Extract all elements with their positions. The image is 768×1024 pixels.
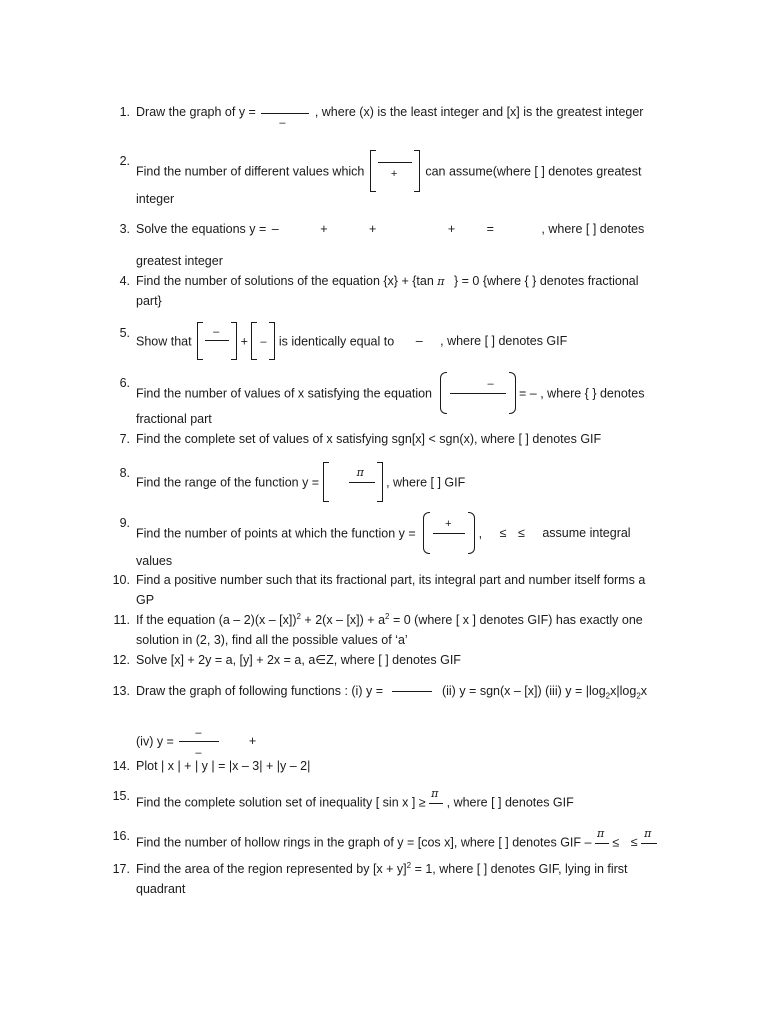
question-text: Find the number of points at which the function y = xyxy=(136,526,416,541)
question-text: Draw the graph of following functions : (i) y = xyxy=(136,684,383,698)
pi-symbol: π xyxy=(356,466,364,479)
question-text: Show that xyxy=(136,334,192,349)
question-number: 4. xyxy=(119,274,130,288)
fraction xyxy=(259,103,311,129)
question-text-mid: + 2(x – [x]) + a xyxy=(300,613,386,627)
symbol: + xyxy=(320,222,328,236)
fraction xyxy=(429,786,443,820)
question-number: 7. xyxy=(119,432,130,446)
question-text-cont: assume integral xyxy=(542,526,631,541)
question-number: 1. xyxy=(119,105,130,119)
gif-bracket xyxy=(370,150,420,192)
fraction xyxy=(641,826,657,860)
question-text-cont: , where (x) is the least integer and [x] is the greatest integer xyxy=(314,105,644,119)
question-continuation: part} xyxy=(136,294,162,308)
minus-symbol: – xyxy=(529,386,537,401)
subscript: 2 xyxy=(605,691,611,701)
minus-symbol: – xyxy=(415,334,423,349)
question-text: Solve [x] + 2y = a, [y] + 2x = a, a∈Z, where [ ] denotes GIF xyxy=(136,653,461,667)
fraction-numerator: – xyxy=(213,326,220,338)
question-text-end: x xyxy=(640,684,648,698)
question-number: 17. xyxy=(112,862,130,876)
question-text: Find the complete solution set of inequality [ sin x ] ≥ xyxy=(136,795,426,810)
question-number: 16. xyxy=(112,829,130,843)
question-text-cont: , where [ ] GIF xyxy=(386,475,466,490)
question-text: Find the complete set of values of x satisfying sgn[x] < sgn(x), where [ ] denotes GIF xyxy=(136,432,602,446)
question-text: Find the number of solutions of the equation {x} + {tan xyxy=(136,274,434,288)
question-number: 13. xyxy=(112,684,130,698)
gif-bracket xyxy=(197,322,237,360)
question-text-cont: = 1, where [ ] denotes GIF, lying in first xyxy=(411,862,628,876)
fraction-numerator: – xyxy=(195,727,202,739)
question-number: 5. xyxy=(119,326,130,340)
fraction-numerator: – xyxy=(487,378,494,390)
question-text: Find the number of hollow rings in the graph of y = [cos x], where [ ] denotes GIF – xyxy=(136,835,592,850)
question-text: Find the number of values of x satisfying the equation xyxy=(136,386,433,401)
symbol: – xyxy=(271,222,279,236)
exponent: 2 xyxy=(406,860,412,870)
gif-bracket xyxy=(323,462,383,502)
question-continuation: solution in (2, 3), find all the possible values of ‘a’ xyxy=(136,633,408,647)
question-text-end: , where [ ] denotes GIF xyxy=(440,334,568,349)
question-text: Solve the equations y = xyxy=(136,222,267,236)
le-symbol: ≤ xyxy=(517,526,525,541)
fractional-part-brace xyxy=(423,512,475,554)
question-continuation: greatest integer xyxy=(136,254,223,268)
fractional-part-brace xyxy=(440,372,516,414)
question-text-end: = 0 (where [ x ] denotes GIF) has exactly one xyxy=(389,613,643,627)
fraction-denominator: – xyxy=(195,747,202,759)
question-text: Find a positive number such that its fractional part, its integral part and number itself forms a xyxy=(136,573,646,587)
question-number: 10. xyxy=(112,573,130,587)
fraction-denominator: + xyxy=(390,168,398,180)
question-number: 2. xyxy=(119,154,130,168)
question-text: Draw the graph of y = xyxy=(136,105,256,119)
question-continuation: values xyxy=(136,554,173,568)
question-continuation: GP xyxy=(136,593,155,607)
question-number: 12. xyxy=(112,653,130,667)
question-number: 3. xyxy=(119,222,130,236)
fraction-denominator: – xyxy=(279,116,286,129)
question-text-cont: , where [ ] denotes GIF xyxy=(446,795,574,810)
question-text-cont: is identically equal to xyxy=(278,334,395,349)
question-text-mid: (ii) y = sgn(x – [x]) (iii) y = |log xyxy=(441,684,606,698)
le-symbol: ≤ xyxy=(499,526,507,541)
question-number: 9. xyxy=(119,516,130,530)
question-text: Find the range of the function y = xyxy=(136,475,320,490)
question-continuation: quadrant xyxy=(136,882,186,896)
gif-bracket xyxy=(251,322,275,360)
question-number: 6. xyxy=(119,376,130,390)
subscript: 2 xyxy=(636,691,641,701)
equals-symbol: = xyxy=(518,386,527,401)
question-text: Find the area of the region represented by [x + y] xyxy=(136,862,407,876)
question-text: If the equation (a – 2)(x – [x]) xyxy=(136,613,297,627)
question-text: Find the number of different values which xyxy=(136,164,365,179)
question-number: 11. xyxy=(113,613,130,627)
symbol: = xyxy=(486,222,494,236)
pi-symbol: π xyxy=(644,827,652,840)
inner-symbol: – xyxy=(260,336,267,348)
plus-symbol: + xyxy=(240,334,248,349)
symbol: + xyxy=(369,222,377,236)
question-text-cont: } = 0 {where { } denotes fractional xyxy=(453,274,639,288)
pi-symbol: π xyxy=(437,275,445,288)
question-number: 8. xyxy=(119,466,130,480)
fraction xyxy=(595,826,609,860)
fraction-numerator: + xyxy=(445,518,452,530)
continuation-text: (iv) y = xyxy=(136,734,174,749)
question-continuation: integer xyxy=(136,192,175,206)
question-text-mid2: x|log xyxy=(610,684,637,698)
question-continuation: fractional part xyxy=(136,412,212,426)
question-text-cont: , where { } denotes xyxy=(540,386,645,401)
pi-symbol: π xyxy=(596,827,605,840)
symbol: + xyxy=(447,222,456,236)
question-number: 14. xyxy=(112,759,130,773)
question-text: Plot | x | + | y | = |x – 3| + |y – 2| xyxy=(136,759,311,773)
pi-symbol: π xyxy=(431,787,439,800)
le-symbol: ≤ xyxy=(612,835,620,850)
question-text-cont: can assume(where [ ] denotes greatest xyxy=(425,164,642,179)
exponent: 2 xyxy=(296,611,301,621)
plus-symbol: + xyxy=(248,734,257,749)
question-text-cont: , where [ ] denotes xyxy=(541,222,645,236)
exponent: 2 xyxy=(385,611,390,621)
question-number: 15. xyxy=(112,789,130,803)
fraction-bar xyxy=(392,691,432,692)
le-symbol: ≤ xyxy=(630,835,638,850)
comma: , xyxy=(478,526,483,541)
